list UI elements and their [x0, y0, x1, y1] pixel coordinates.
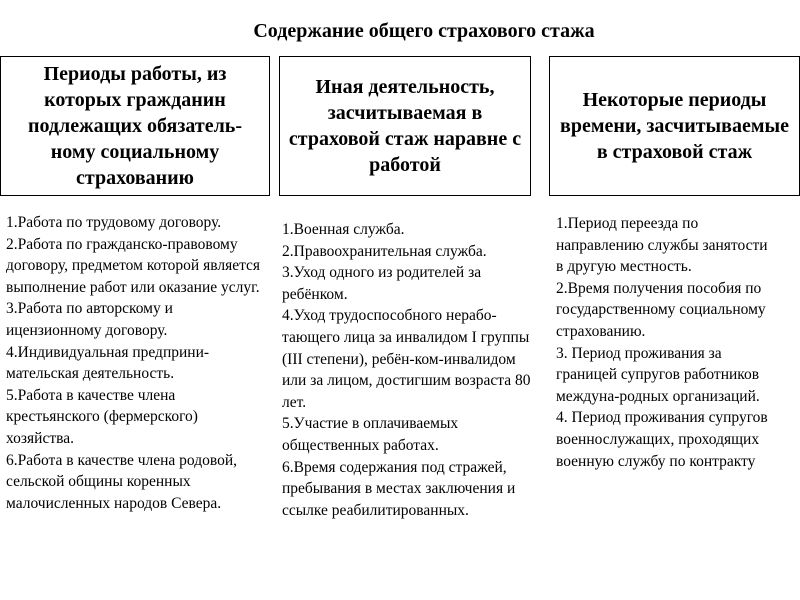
header-text-work-periods: Периоды работы, из которых гражданин подлежащих обязатель-ному социальному страхованию: [27, 63, 243, 189]
list-other-activity: [282, 219, 532, 521]
list-item: 3.Работа по авторскому и ицензионному договору.: [6, 300, 173, 339]
header-box-other-activity: [279, 56, 531, 196]
list-time-periods: [556, 213, 778, 472]
list-item: 6.Работа в качестве члена родовой, сельской общины коренных малочисленных народов Севера.: [6, 451, 238, 512]
header-box-time-periods: [549, 56, 800, 196]
list-item: 1.Работа по трудовому договору.: [6, 214, 222, 231]
header-text-other-activity: Иная деятельность, засчитываемая в страховой стаж наравне с работой: [288, 76, 522, 176]
list-item: 6.Время содержания под стражей, пребывания в местах заключения и ссылке реабилитированных.: [282, 458, 516, 519]
list-item: 2.Время получения пособия по государственному социальному страхованию.: [556, 279, 766, 340]
list-item: 1.Период переезда по направлению службы занятости в другую местность.: [556, 215, 768, 276]
list-item: 3.Уход одного из родителей за ребёнком.: [282, 264, 482, 303]
list-work-periods: [6, 212, 268, 514]
list-item: 1.Военная служба.: [282, 221, 405, 238]
list-item: 5.Работа в качестве члена крестьянского (фермерского) хозяйства.: [6, 386, 198, 447]
list-item: 2.Работа по гражданско-правовому договору, предметом которой является выполнение работ или оказание услуг.: [6, 235, 261, 296]
header-box-work-periods: [0, 56, 270, 196]
header-text-time-periods: Некоторые периоды времени, засчитываемые в страховой стаж: [560, 89, 789, 163]
list-item: 4. Период проживания супругов военнослужащих, проходящих военную службу по контракту: [556, 409, 768, 470]
list-item: 4.Уход трудоспособного нерабо-тающего лица за инвалидом I группы (III степени), ребён-ком-инвалидом или за лицом, достигшим возраста 80 лет.: [282, 307, 531, 411]
list-item: 5.Участие в оплачиваемых общественных работах.: [282, 415, 459, 454]
list-item: 4.Индивидуальная предприни-мательская деятельность.: [6, 343, 210, 383]
list-item: 2.Правоохранительная служба.: [282, 242, 487, 260]
diagram-title: Содержание общего страхового стажа: [253, 20, 595, 42]
list-item: 3. Период проживания за границей супругов работников междуна-родных организаций.: [556, 344, 760, 405]
